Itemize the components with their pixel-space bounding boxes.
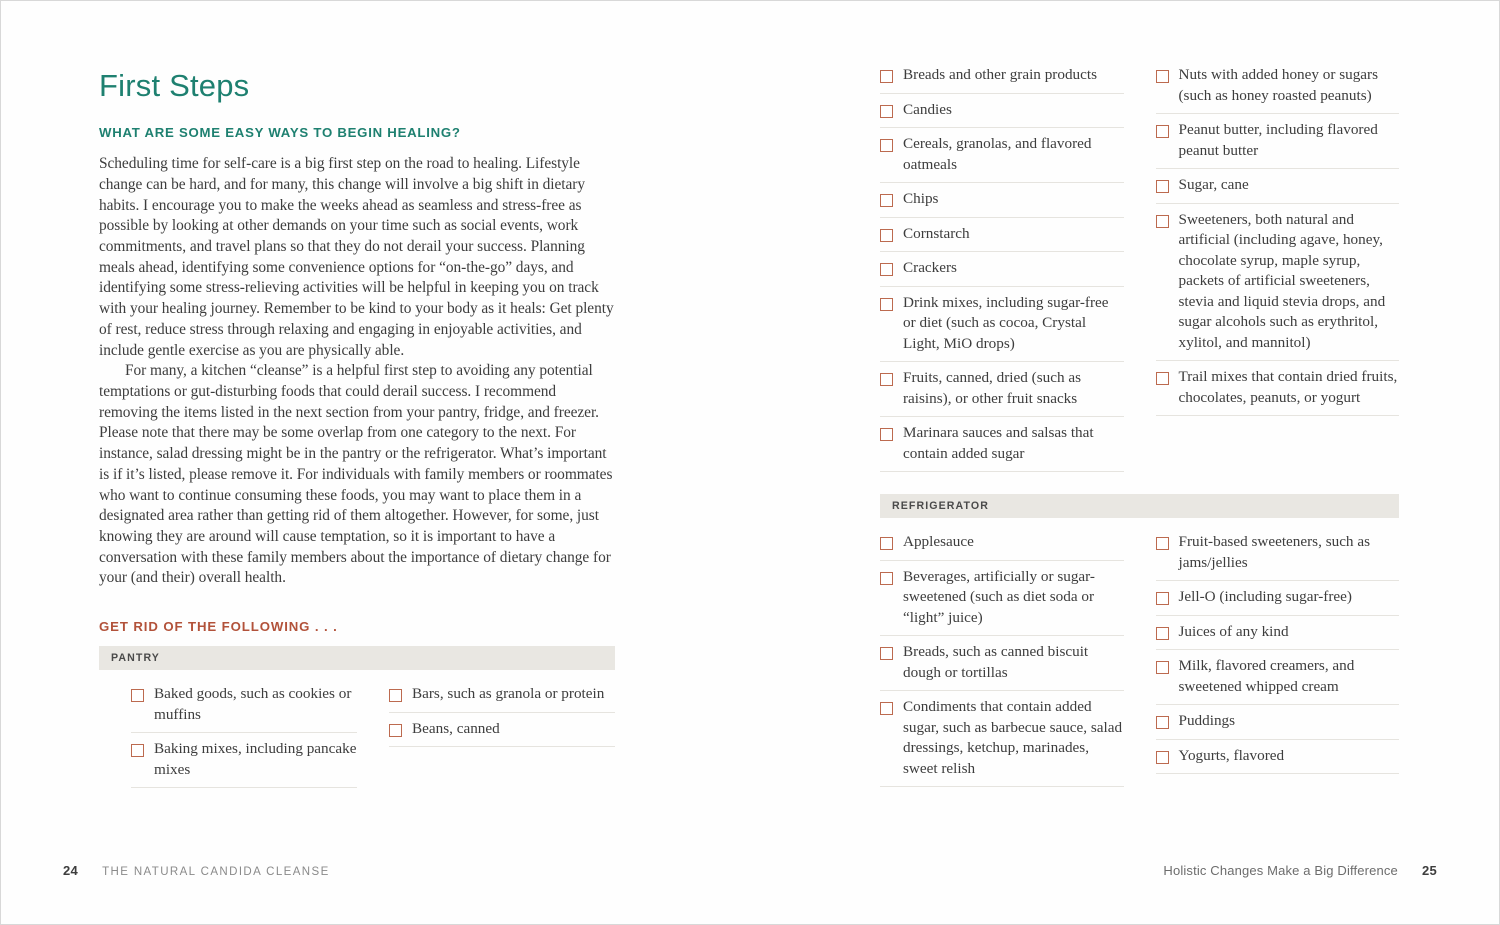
list-item[interactable]: [1156, 59, 1400, 114]
body-paragraph-1: Scheduling time for self-care is a big first step on the road to healing. Lifestyle change can be hard, and for many, this change will involve a big shift in dietary habits. I encourage you to make the weeks ahead as seamless and stress-free as possible by looking at other demands on your time such as social events, work commitments, and travel plans so that they do not derail your success. Planning meals ahead, identifying some convenience options for “on-the-go” days, and identifying some stress-relieving activities will be helpful in keeping you on track with your healing journey. Remember to be kind to your body as it heals: Get plenty of rest, reduce stress through relaxing and engaging in enjoyable activities, and include gentle exercise as you are physically able.: [99, 155, 614, 359]
category-bar-pantry: PANTRY: [99, 646, 615, 670]
list-item-label: Bars, such as granola or protein: [412, 685, 605, 703]
pantry-column-b: [389, 678, 615, 788]
running-head-right: Holistic Changes Make a Big Difference: [1163, 863, 1398, 878]
checkbox-icon[interactable]: [1156, 716, 1169, 729]
refrigerator-column-a: [880, 526, 1124, 787]
list-item[interactable]: [131, 733, 357, 788]
checkbox-icon[interactable]: [880, 263, 893, 276]
checkbox-icon[interactable]: [1156, 751, 1169, 764]
list-item[interactable]: [880, 691, 1124, 787]
list-item[interactable]: [880, 362, 1124, 417]
list-item-label: Breads and other grain products: [903, 66, 1098, 83]
list-item[interactable]: [1156, 361, 1400, 416]
list-item-label: Marinara sauces and salsas that contain added sugar: [903, 424, 1094, 462]
checkbox-icon[interactable]: [880, 647, 893, 660]
get-rid-heading: GET RID OF THE FOLLOWING . . .: [99, 619, 338, 635]
list-item[interactable]: [880, 636, 1124, 691]
list-item-label: Cereals, granolas, and flavored oatmeals: [903, 135, 1092, 173]
refrigerator-checklist: [880, 526, 1399, 787]
left-page: [1, 1, 750, 924]
checkbox-icon[interactable]: [131, 689, 144, 702]
list-item-label: Candies: [903, 100, 952, 118]
checkbox-icon[interactable]: [131, 744, 144, 757]
checkbox-icon[interactable]: [1156, 537, 1169, 550]
list-item[interactable]: [1156, 740, 1400, 775]
list-item-label: Baked goods, such as cookies or muffins: [154, 685, 352, 723]
body-paragraph-2: For many, a kitchen “cleanse” is a helpful first step to avoiding any potential temptations or gut-disturbing foods that could derail success. I recommend removing the items listed in the next section from your pantry, fridge, and freezer. Please note that there may be some overlap from one category to the next. For instance, salad dressing might be in the pantry or the refrigerator. What’s important is if it’s listed, please remove it. For individuals with family members or roommates who want to continue consuming these foods, you may want to place them in a designated area rather than getting rid of them altogether. However, for some, just knowing they are around will cause temptation, so it is important to have a conversation with these family members about the importance of dietary change for your (and their) overall health.: [99, 362, 613, 587]
running-head-left: THE NATURAL CANDIDA CLEANSE: [102, 866, 330, 878]
list-item-label: Cornstarch: [903, 224, 970, 242]
checkbox-icon[interactable]: [1156, 372, 1169, 385]
list-item-label: Beans, canned: [412, 719, 500, 737]
list-item[interactable]: [1156, 650, 1400, 705]
list-item-label: Juices of any kind: [1178, 622, 1289, 640]
list-item-label: Sugar, cane: [1178, 176, 1249, 194]
list-item[interactable]: [880, 526, 1124, 561]
checkbox-icon[interactable]: [880, 139, 893, 152]
list-item-label: Fruit-based sweeteners, such as jams/jellies: [1178, 533, 1370, 571]
list-item[interactable]: [1156, 169, 1400, 204]
list-item-label: Crackers: [903, 259, 957, 277]
list-item-label: Sweeteners, both natural and artificial (including agave, honey, chocolate syrup, maple syrup, packets of artificial sweeteners, stevia and liquid stevia drops, and sugar alcohols such as erythritol, xylitol, and mannitol): [1178, 210, 1386, 351]
category-bar-refrigerator: REFRIGERATOR: [880, 494, 1399, 518]
checkbox-icon[interactable]: [880, 298, 893, 311]
list-item[interactable]: [880, 94, 1124, 129]
list-item[interactable]: [389, 713, 615, 748]
checkbox-icon[interactable]: [880, 105, 893, 118]
checkbox-icon[interactable]: [389, 724, 402, 737]
list-item[interactable]: [880, 128, 1124, 183]
list-item[interactable]: [1156, 526, 1400, 581]
checkbox-icon[interactable]: [1156, 70, 1169, 83]
list-item[interactable]: [880, 183, 1124, 218]
checkbox-icon[interactable]: [1156, 215, 1169, 228]
list-item-label: Condiments that contain added sugar, such as barbecue sauce, salad dressings, ketchup, marinades, sweet relish: [903, 698, 1123, 777]
checkbox-icon[interactable]: [389, 689, 402, 702]
list-item-label: Milk, flavored creamers, and sweetened whipped cream: [1178, 657, 1355, 695]
checkbox-icon[interactable]: [880, 194, 893, 207]
list-item[interactable]: [880, 59, 1124, 94]
checkbox-icon[interactable]: [1156, 125, 1169, 138]
list-item-label: Jell-O (including sugar-free): [1178, 588, 1352, 606]
list-item-label: Trail mixes that contain dried fruits, chocolates, peanuts, or yogurt: [1178, 368, 1398, 406]
pantry-column-a: [99, 678, 357, 788]
list-item[interactable]: [880, 287, 1124, 363]
list-item-label: Breads, such as canned biscuit dough or tortillas: [903, 643, 1089, 681]
list-item-label: Yogurts, flavored: [1178, 746, 1285, 764]
page-number-left: 24: [63, 863, 79, 878]
checkbox-icon[interactable]: [1156, 592, 1169, 605]
checkbox-icon[interactable]: [880, 572, 893, 585]
list-item[interactable]: [880, 417, 1124, 472]
checkbox-icon[interactable]: [880, 70, 893, 83]
list-item[interactable]: [880, 252, 1124, 287]
pantry-continued-column-a: [880, 59, 1124, 472]
list-item-label: Drink mixes, including sugar-free or diet (such as cocoa, Crystal Light, MiO drops): [903, 293, 1109, 352]
list-item[interactable]: [389, 678, 615, 713]
list-item-label: Nuts with added honey or sugars (such as honey roasted peanuts): [1178, 66, 1379, 104]
checkbox-icon[interactable]: [1156, 627, 1169, 640]
list-item-label: Puddings: [1178, 712, 1236, 730]
list-item-label: Beverages, artificially or sugar-sweetened (such as diet soda or “light” juice): [903, 567, 1095, 626]
checkbox-icon[interactable]: [880, 428, 893, 441]
checkbox-icon[interactable]: [880, 537, 893, 550]
page-title: First Steps: [99, 68, 250, 103]
list-item[interactable]: [1156, 204, 1400, 362]
list-item[interactable]: [880, 218, 1124, 253]
pantry-checklist: [99, 678, 615, 788]
folio-left: [63, 863, 330, 878]
checkbox-icon[interactable]: [1156, 661, 1169, 674]
folio-right: [1163, 863, 1437, 878]
list-item-label: Fruits, canned, dried (such as raisins), or other fruit snacks: [903, 369, 1081, 407]
right-page: [750, 1, 1499, 924]
list-item-label: Baking mixes, including pancake mixes: [154, 740, 357, 778]
page-number-right: 25: [1421, 863, 1437, 878]
section-heading: WHAT ARE SOME EASY WAYS TO BEGIN HEALING?: [99, 125, 461, 141]
checkbox-icon[interactable]: [880, 373, 893, 386]
list-item[interactable]: [1156, 705, 1400, 740]
list-item[interactable]: [1156, 114, 1400, 169]
list-item-label: Chips: [903, 190, 939, 208]
checkbox-icon[interactable]: [880, 702, 893, 715]
pantry-continued-checklist: [880, 59, 1399, 472]
refrigerator-column-b: [1156, 526, 1400, 787]
list-item[interactable]: [1156, 581, 1400, 616]
list-item[interactable]: [131, 678, 357, 733]
list-item[interactable]: [1156, 616, 1400, 651]
list-item[interactable]: [880, 561, 1124, 637]
list-item-label: Peanut butter, including flavored peanut butter: [1178, 121, 1378, 159]
pantry-continued-column-b: [1156, 59, 1400, 472]
list-item-label: Applesauce: [903, 533, 974, 551]
checkbox-icon[interactable]: [880, 229, 893, 242]
checkbox-icon[interactable]: [1156, 180, 1169, 193]
